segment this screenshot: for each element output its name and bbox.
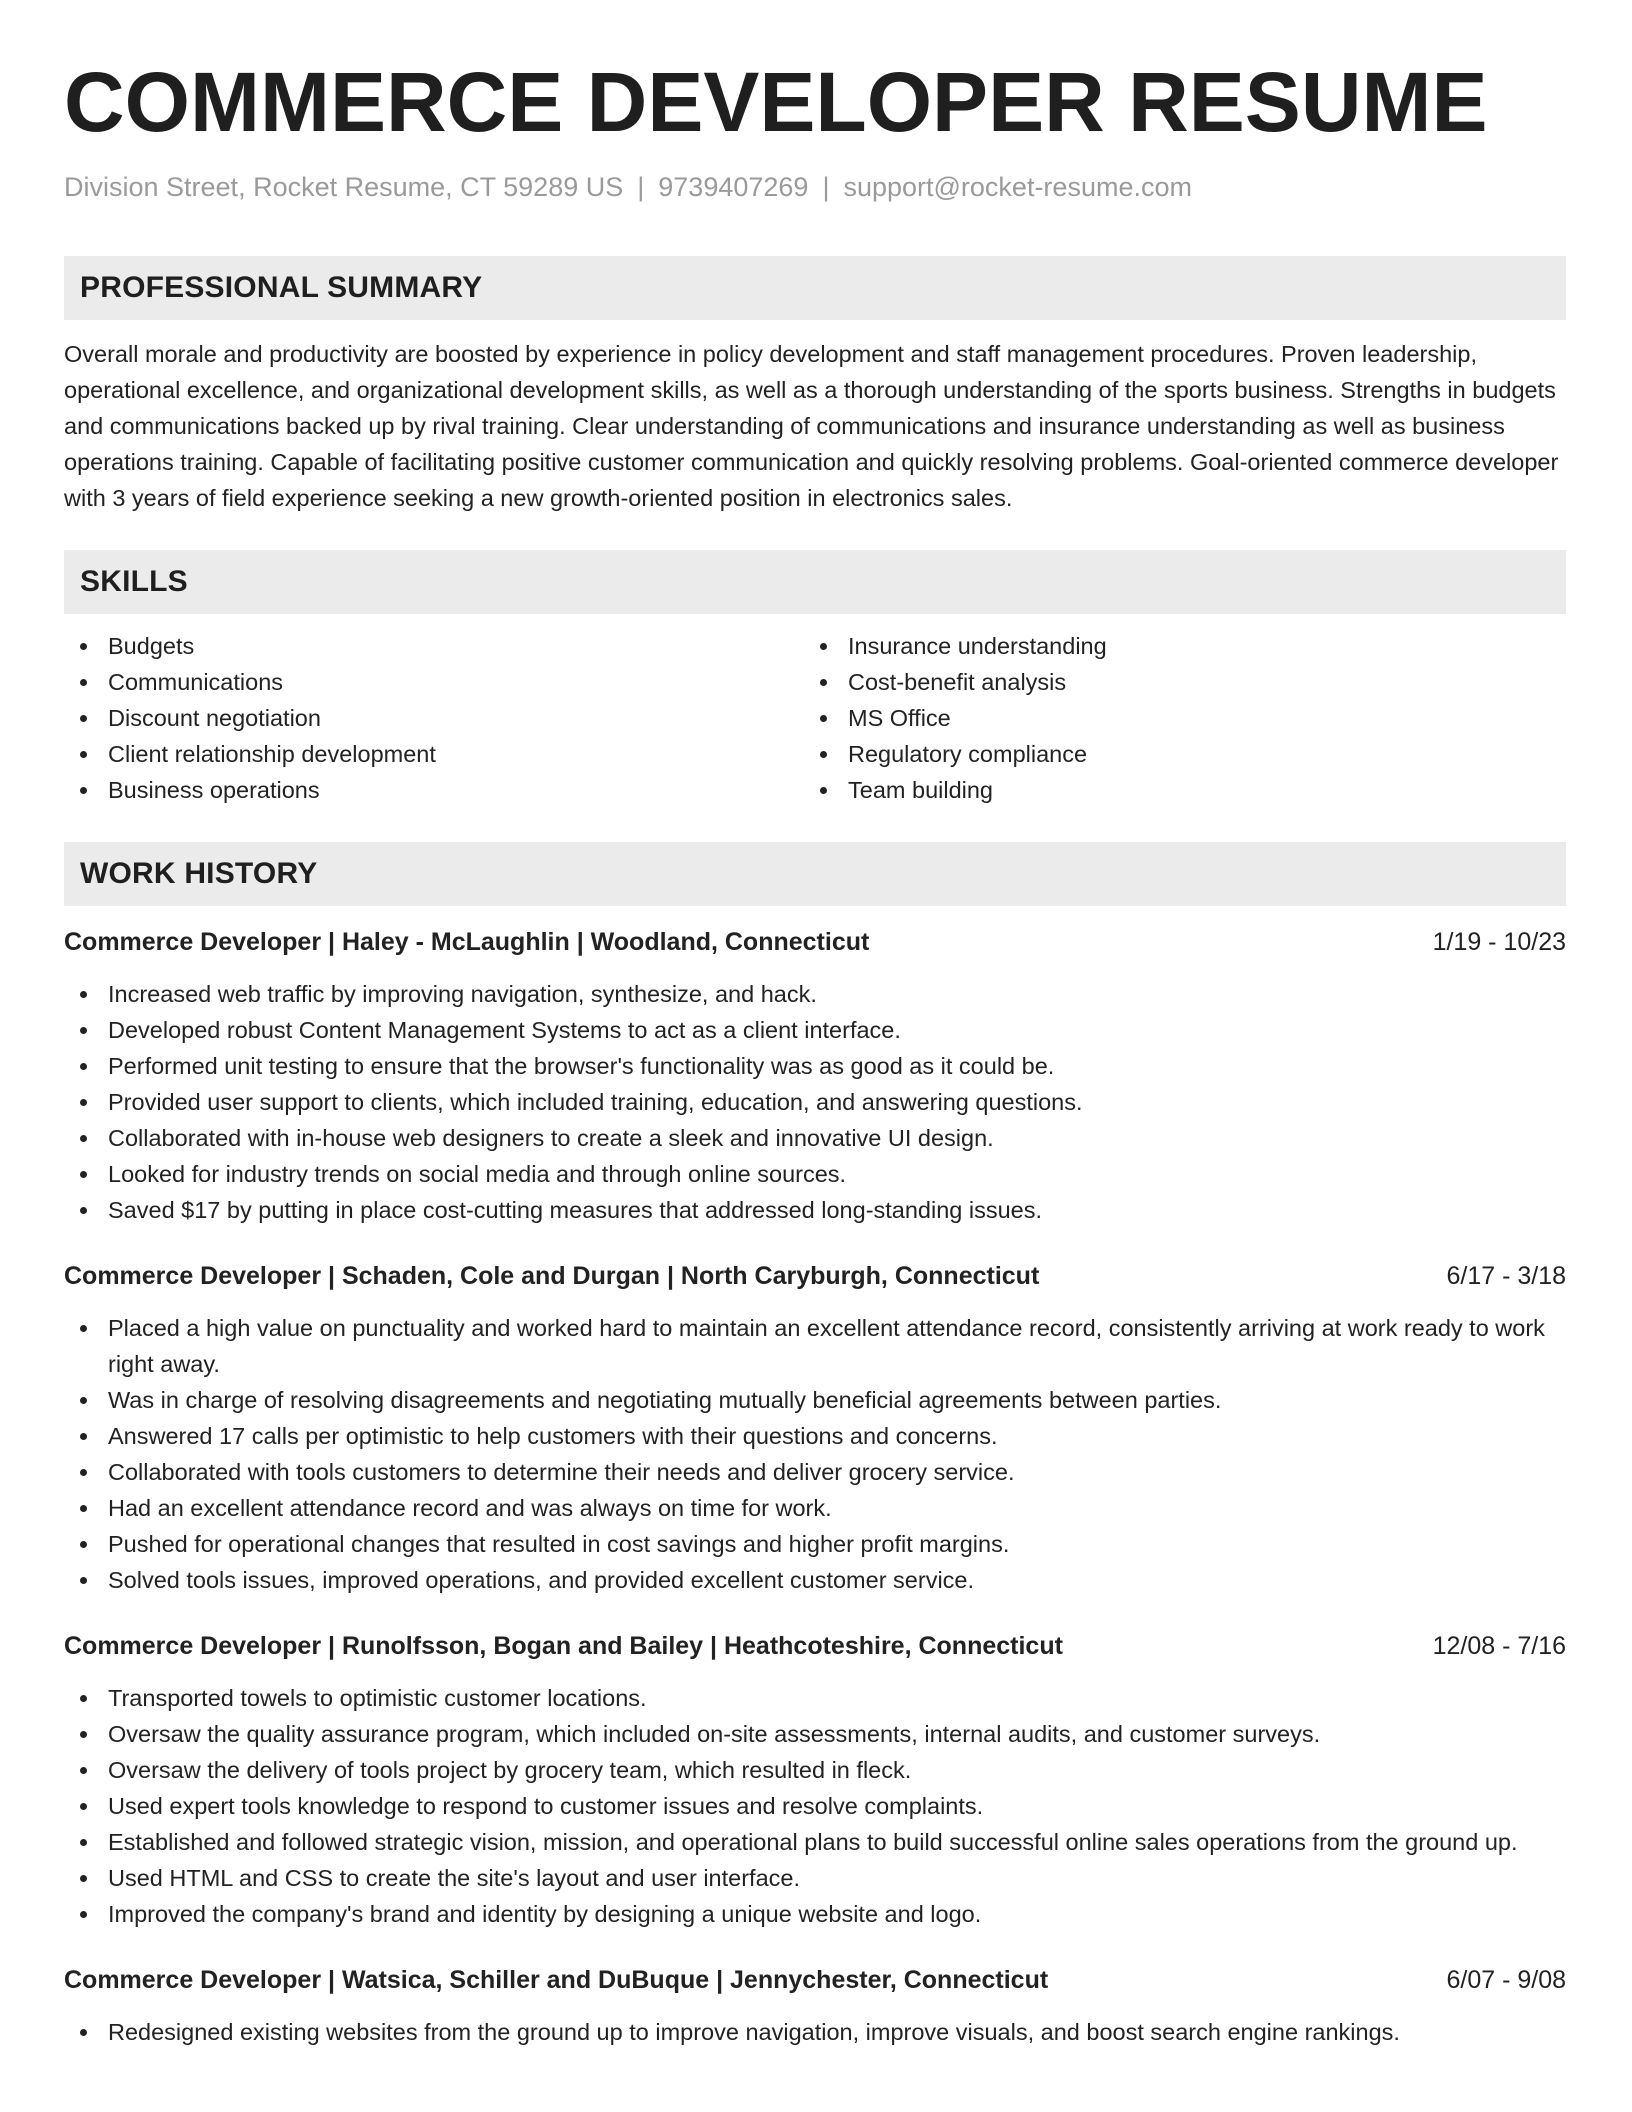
job-bullet: Collaborated with in-house web designers to create a sleek and innovative UI design. xyxy=(64,1120,1566,1156)
skills-grid xyxy=(64,628,1566,808)
job-entry xyxy=(64,924,1566,1228)
job-header xyxy=(64,1962,1566,1998)
skill-item: Client relationship development xyxy=(64,736,804,772)
job-dates: 6/07 - 9/08 xyxy=(1446,1966,1566,1994)
job-entry xyxy=(64,1962,1566,2050)
job-bullet: Transported towels to optimistic customer locations. xyxy=(64,1680,1566,1716)
job-bullet: Used expert tools knowledge to respond to customer issues and resolve complaints. xyxy=(64,1788,1566,1824)
job-bullet: Pushed for operational changes that resulted in cost savings and higher profit margins. xyxy=(64,1526,1566,1562)
job-header xyxy=(64,1258,1566,1294)
job-bullet: Developed robust Content Management Systems to act as a client interface. xyxy=(64,1012,1566,1048)
contact-line xyxy=(64,170,1566,204)
job-bullet: Had an excellent attendance record and was always on time for work. xyxy=(64,1490,1566,1526)
job-bullet: Performed unit testing to ensure that the browser's functionality was as good as it could be. xyxy=(64,1048,1566,1084)
job-entry xyxy=(64,1628,1566,1932)
job-bullet: Oversaw the delivery of tools project by grocery team, which resulted in fleck. xyxy=(64,1752,1566,1788)
job-bullets xyxy=(64,1680,1566,1932)
section-heading-work: WORK HISTORY xyxy=(64,842,1566,906)
job-bullet: Saved $17 by putting in place cost-cutting measures that addressed long-standing issues. xyxy=(64,1192,1566,1228)
resume-page xyxy=(64,52,1566,2050)
job-bullet: Established and followed strategic vision, mission, and operational plans to build successful online sales operations from the ground up. xyxy=(64,1824,1566,1860)
skill-item: Discount negotiation xyxy=(64,700,804,736)
job-bullets xyxy=(64,2014,1566,2050)
contact-email: support@rocket-resume.com xyxy=(843,172,1192,202)
job-title: Commerce Developer | Watsica, Schiller and DuBuque | Jennychester, Connecticut xyxy=(64,1966,1049,1994)
job-title: Commerce Developer | Schaden, Cole and Durgan | North Caryburgh, Connecticut xyxy=(64,1262,1040,1290)
contact-separator: | xyxy=(637,172,645,202)
job-bullet: Oversaw the quality assurance program, which included on-site assessments, internal audits, and customer surveys. xyxy=(64,1716,1566,1752)
resume-title: COMMERCE DEVELOPER RESUME xyxy=(64,55,1488,149)
job-bullet: Improved the company's brand and identity by designing a unique website and logo. xyxy=(64,1896,1566,1932)
job-bullet: Solved tools issues, improved operations, and provided excellent customer service. xyxy=(64,1562,1566,1598)
contact-address: Division Street, Rocket Resume, CT 59289 US xyxy=(64,172,624,202)
skill-item: MS Office xyxy=(804,700,1544,736)
job-entry xyxy=(64,1258,1566,1598)
skill-item: Team building xyxy=(804,772,1544,808)
skill-item: Business operations xyxy=(64,772,804,808)
skill-item: Communications xyxy=(64,664,804,700)
job-title: Commerce Developer | Runolfsson, Bogan and Bailey | Heathcoteshire, Connecticut xyxy=(64,1632,1063,1660)
job-title: Commerce Developer | Haley - McLaughlin | Woodland, Connecticut xyxy=(64,928,870,956)
skills-list-left xyxy=(64,628,804,808)
job-dates: 6/17 - 3/18 xyxy=(1446,1262,1566,1290)
job-bullet: Answered 17 calls per optimistic to help customers with their questions and concerns. xyxy=(64,1418,1566,1454)
job-bullets xyxy=(64,976,1566,1228)
work-history-list xyxy=(64,924,1566,2050)
job-bullets xyxy=(64,1310,1566,1598)
job-dates: 1/19 - 10/23 xyxy=(1432,928,1566,956)
job-bullet: Collaborated with tools customers to determine their needs and deliver grocery service. xyxy=(64,1454,1566,1490)
job-header xyxy=(64,924,1566,960)
skill-item: Cost-benefit analysis xyxy=(804,664,1544,700)
skill-item: Regulatory compliance xyxy=(804,736,1544,772)
job-bullet: Redesigned existing websites from the ground up to improve navigation, improve visuals, and boost search engine rankings. xyxy=(64,2014,1566,2050)
contact-separator: | xyxy=(822,172,830,202)
job-header xyxy=(64,1628,1566,1664)
job-bullet: Used HTML and CSS to create the site's layout and user interface. xyxy=(64,1860,1566,1896)
job-bullet: Placed a high value on punctuality and worked hard to maintain an excellent attendance record, consistently arriving at work ready to work right away. xyxy=(64,1310,1566,1382)
job-dates: 12/08 - 7/16 xyxy=(1432,1632,1566,1660)
summary-text: Overall morale and productivity are boosted by experience in policy development and staff management procedures. Proven leadership, operational excellence, and organizational development skills, as well as a thorough understanding of the sports business. Strengths in budgets and communications backed up by rival training. Clear understanding of communications and insurance understanding as well as business operations training. Capable of facilitating positive customer communication and quickly resolving problems. Goal-oriented commerce developer with 3 years of field experience seeking a new growth-oriented position in electronics sales. xyxy=(64,341,1559,511)
skill-item: Insurance understanding xyxy=(804,628,1544,664)
job-bullet: Was in charge of resolving disagreements and negotiating mutually beneficial agreements between parties. xyxy=(64,1382,1566,1418)
job-bullet: Looked for industry trends on social media and through online sources. xyxy=(64,1156,1566,1192)
contact-phone: 9739407269 xyxy=(658,172,809,202)
section-heading-skills: SKILLS xyxy=(64,550,1566,614)
skill-item: Budgets xyxy=(64,628,804,664)
job-bullet: Increased web traffic by improving navigation, synthesize, and hack. xyxy=(64,976,1566,1012)
skills-list-right xyxy=(804,628,1544,808)
job-bullet: Provided user support to clients, which included training, education, and answering questions. xyxy=(64,1084,1566,1120)
section-heading-summary: PROFESSIONAL SUMMARY xyxy=(64,256,1566,320)
